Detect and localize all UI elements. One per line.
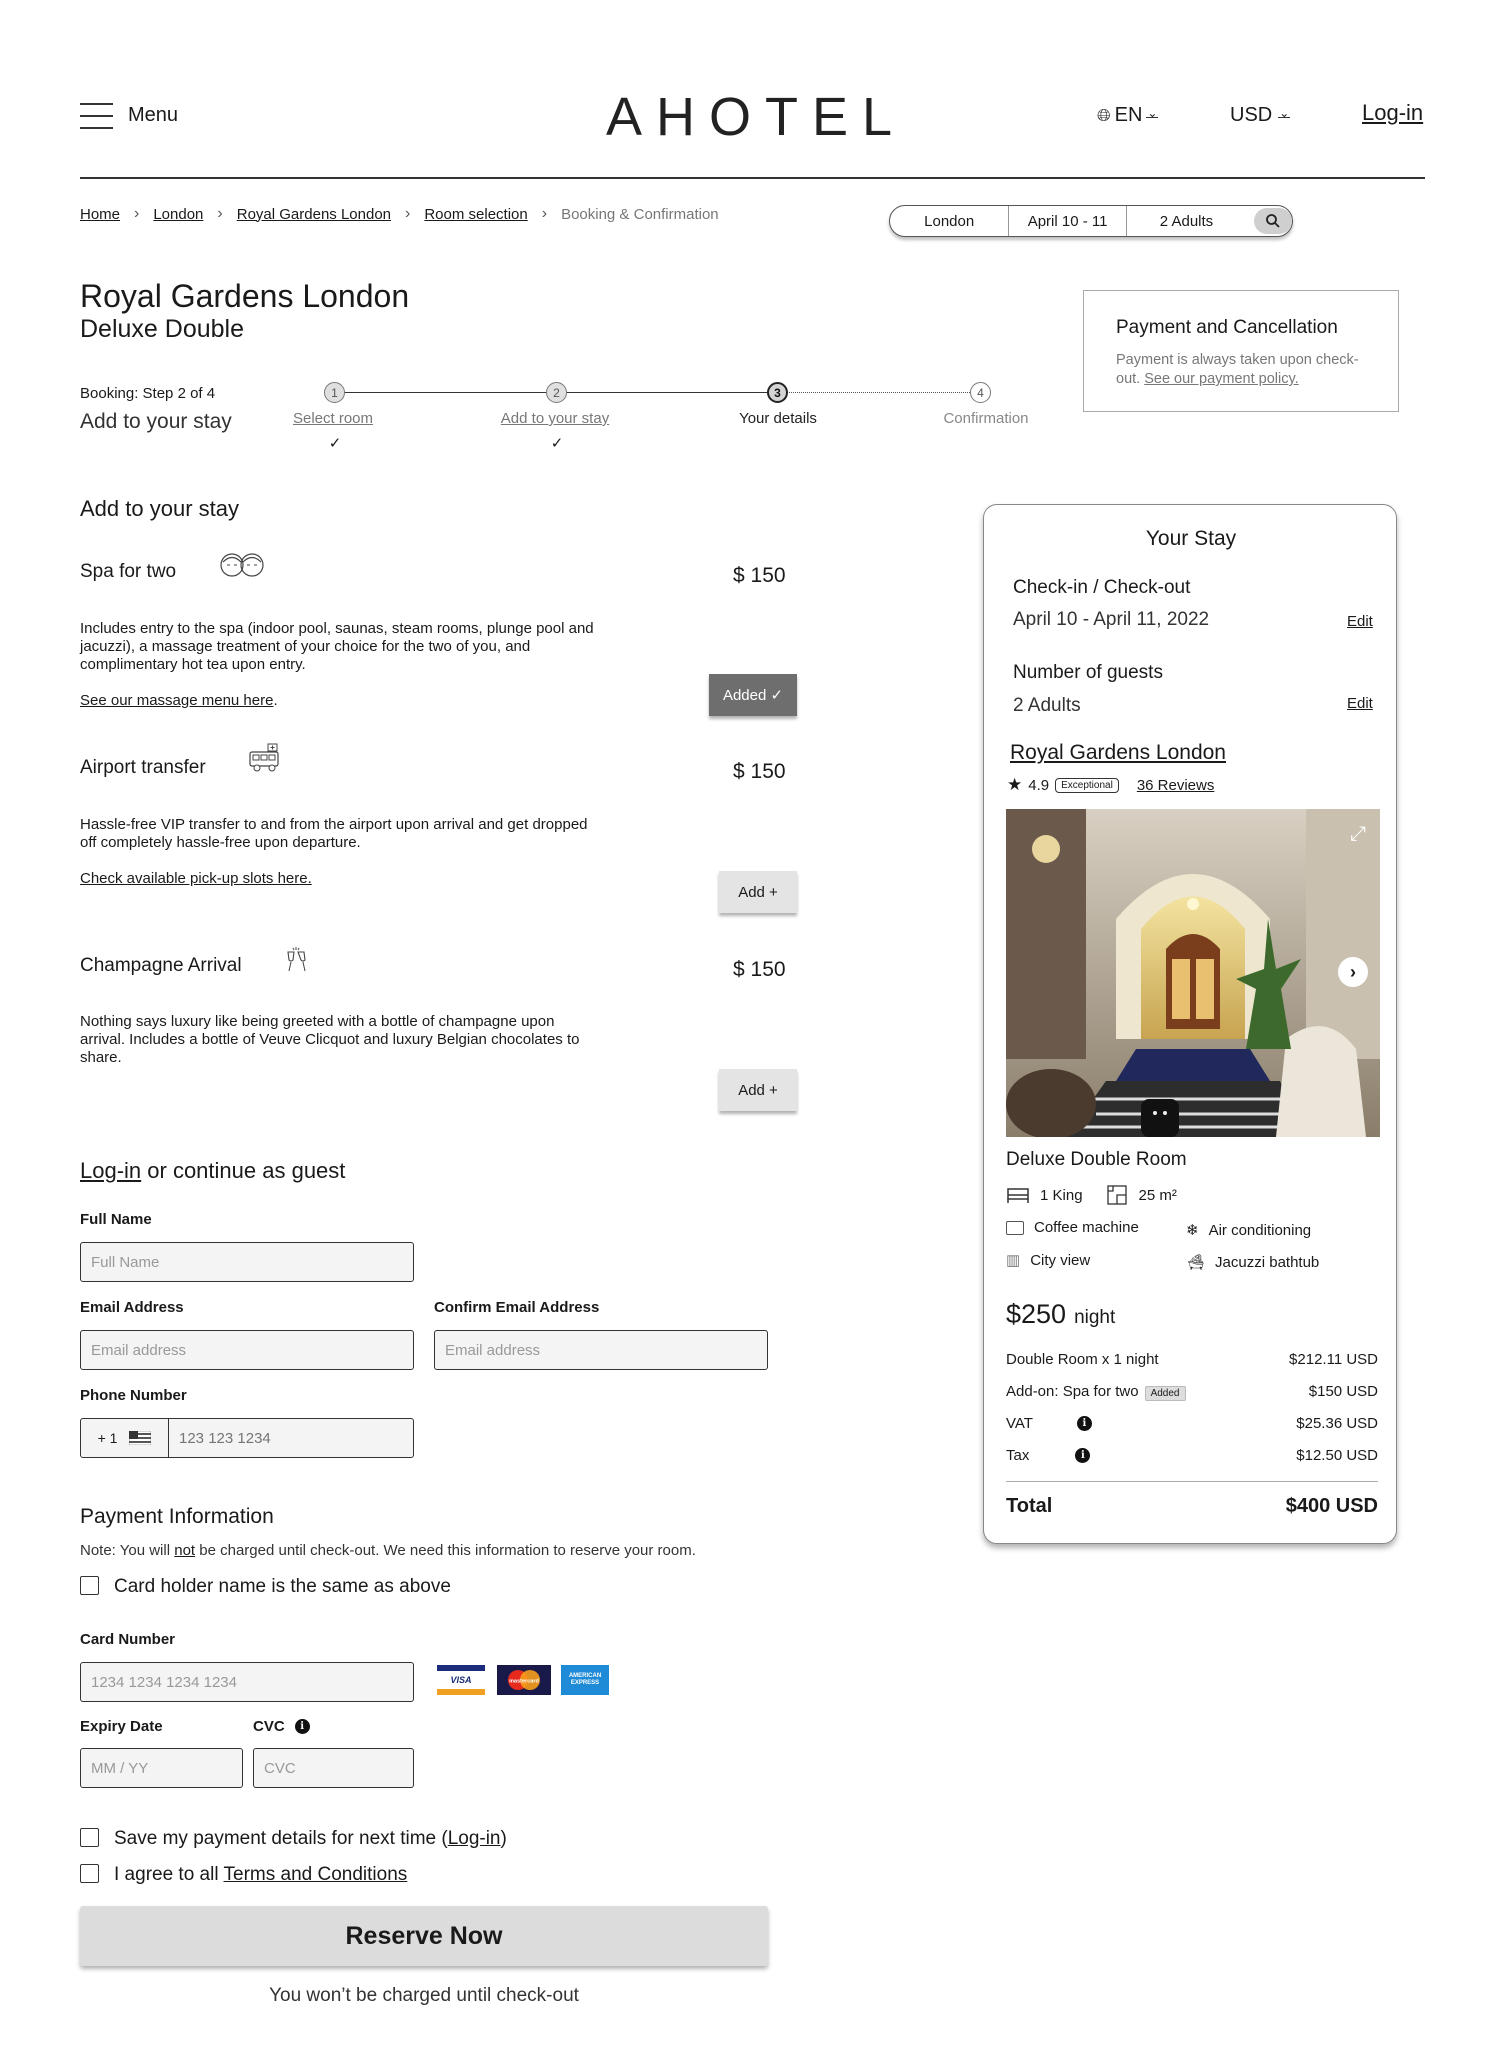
breadcrumb [80, 205, 719, 223]
check-icon: ✓ [328, 435, 342, 452]
checkin-label: Check-in / Check-out [1013, 577, 1191, 598]
rating-row [1007, 775, 1214, 795]
info-icon[interactable]: i [1075, 1448, 1090, 1463]
price-line: VAT i $25.36 USD [1006, 1415, 1378, 1432]
search-dates[interactable]: April 10 - 11 [1009, 206, 1126, 236]
edit-guests-link[interactable]: Edit [1347, 695, 1373, 712]
visa-logo: VISA [437, 1665, 485, 1695]
country-code: + 1 [97, 1430, 118, 1446]
header-divider [80, 177, 1425, 179]
mastercard-logo [497, 1665, 551, 1695]
step-4-dot: 4 [970, 382, 991, 403]
breadcrumb-home[interactable]: Home [80, 205, 121, 223]
addon-price: $ 150 [733, 760, 786, 783]
phone-label: Phone Number [80, 1387, 187, 1404]
breadcrumb-current: Booking & Confirmation [561, 205, 719, 223]
addon-add-button[interactable]: Add + [719, 1069, 797, 1111]
svg-text:mastercard: mastercard [509, 1678, 539, 1685]
edit-dates-link[interactable]: Edit [1347, 613, 1373, 630]
terms-link[interactable]: Terms and Conditions [223, 1864, 408, 1885]
snowflake-icon: ❄ [1186, 1222, 1199, 1239]
addon-name: Champagne Arrival [80, 955, 242, 976]
addon-added-button[interactable]: Added ✓ [709, 674, 797, 716]
stay-title: Your Stay [1145, 527, 1237, 550]
booking-step-label: Booking: Step 2 of 4 [80, 385, 216, 402]
chevron-down-icon: ⌄ [1279, 106, 1290, 120]
full-name-input[interactable] [80, 1242, 414, 1282]
payment-cancellation-title: Payment and Cancellation [1116, 317, 1338, 338]
chevron-right-icon: › [217, 205, 223, 222]
addon-add-button[interactable]: Add + [719, 871, 797, 913]
check-icon: ✓ [770, 687, 784, 704]
currency-selector[interactable] [1230, 104, 1290, 127]
size-value: 25 m² [1138, 1186, 1177, 1204]
your-stay-panel [983, 504, 1397, 1544]
card-number-input[interactable] [80, 1662, 414, 1702]
van-icon [248, 742, 282, 774]
hotel-title: Royal Gardens London [80, 278, 410, 314]
phone-field [80, 1418, 414, 1458]
step-3-label: Your details [739, 410, 817, 427]
stay-hotel-link[interactable]: Royal Gardens London [1010, 741, 1226, 764]
terms-label: I agree to all Terms and Conditions [114, 1864, 408, 1885]
terms-checkbox[interactable] [80, 1864, 99, 1883]
save-details-label: Save my payment details for next time (Log-in) [114, 1828, 507, 1849]
reserve-now-button[interactable]: Reserve Now [80, 1906, 768, 1966]
room-subtitle: Deluxe Double [80, 315, 244, 343]
save-details-checkbox[interactable] [80, 1828, 99, 1847]
confirm-email-label: Confirm Email Address [434, 1299, 600, 1316]
step-1-dot: 1 [324, 382, 345, 403]
step-3-dot: 3 [767, 382, 788, 403]
guests-label: Number of guests [1013, 662, 1163, 683]
price-line: Tax i $12.50 USD [1006, 1447, 1378, 1464]
rating-badge: Exceptional [1055, 778, 1119, 793]
bathtub-icon: 🛁︎ [1186, 1254, 1206, 1271]
search-icon [1265, 213, 1281, 229]
bed-icon [1006, 1186, 1030, 1204]
language-value: EN [1114, 104, 1143, 126]
addon-name: Airport transfer [80, 757, 206, 778]
price-line: Add-on: Spa for two Added $150 USD [1006, 1383, 1378, 1400]
breadcrumb-hotel[interactable]: Royal Gardens London [236, 205, 392, 223]
floor-plan-icon [1105, 1183, 1129, 1207]
price-value: $250 [1006, 1299, 1067, 1329]
confirm-email-input[interactable] [434, 1330, 768, 1370]
step-2-label[interactable]: Add to your stay [500, 410, 610, 427]
breadcrumb-room-selection[interactable]: Room selection [424, 205, 528, 223]
rating-value: 4.9 [1028, 776, 1050, 794]
price-line: Double Room x 1 night $212.11 USD [1006, 1351, 1378, 1368]
step-2-dot: 2 [546, 382, 567, 403]
step-4-label: Confirmation [943, 410, 1029, 427]
hotel-photo[interactable] [1006, 809, 1380, 1137]
next-photo-button[interactable] [1338, 957, 1368, 987]
cvc-label: CVC i [253, 1718, 310, 1735]
reserve-note: You won’t be charged until check-out [269, 1985, 579, 2006]
star-icon: ★ [1007, 775, 1023, 794]
addon-name: Spa for two [80, 561, 177, 582]
massage-menu-link[interactable]: See our massage menu here [80, 692, 274, 709]
phone-input[interactable] [169, 1419, 413, 1457]
logo[interactable]: AHOTEL [605, 87, 907, 147]
payment-cancellation-box [1083, 290, 1399, 412]
addon-description: Nothing says luxury like being greeted with a bottle of champagne upon arrival. Includes a bottle of Veuve Clicquot and luxury Belgian chocolates to share. [80, 1013, 580, 1066]
chevron-right-icon: › [405, 205, 411, 222]
nightly-price [1006, 1299, 1115, 1330]
info-icon[interactable]: i [295, 1719, 310, 1734]
amex-logo: AMERICAN EXPRESS [561, 1665, 609, 1695]
spa-faces-icon [218, 550, 266, 580]
city-icon: ▥ [1006, 1252, 1021, 1269]
pickup-slots-link[interactable]: Check available pick-up slots here. [80, 870, 312, 887]
card-number-label: Card Number [80, 1631, 176, 1648]
language-selector[interactable] [1097, 104, 1158, 127]
room-name: Deluxe Double Room [1006, 1149, 1187, 1170]
expiry-label: Expiry Date [80, 1718, 163, 1735]
header-login-link[interactable]: Log-in [1362, 100, 1424, 125]
email-input[interactable] [80, 1330, 414, 1370]
country-code-selector[interactable] [81, 1419, 169, 1457]
added-badge: Added [1145, 1386, 1186, 1401]
amenity-jacuzzi: 🛁︎ Jacuzzi bathtub [1186, 1253, 1320, 1271]
addons-heading: Add to your stay [80, 496, 239, 521]
cvc-input[interactable] [253, 1748, 414, 1788]
total-row: Total $400 USD [1006, 1495, 1378, 1517]
addon-link: See our massage menu here. [80, 692, 278, 709]
amenity-coffee: Coffee machine [1006, 1219, 1139, 1236]
check-icon: ✓ [550, 435, 564, 452]
addon-price: $ 150 [733, 958, 786, 981]
search-location[interactable]: London [890, 206, 1009, 236]
addon-price: $ 150 [733, 564, 786, 587]
search-bar[interactable] [889, 205, 1293, 237]
chevron-right-icon: › [134, 205, 140, 222]
addon-description: Includes entry to the spa (indoor pool, saunas, steam rooms, plunge pool and jacuzzi), a massage treatment of your choice for the two of you, and complimentary hot tea upon entry. [80, 620, 594, 673]
menu-label[interactable]: Menu [128, 104, 179, 126]
payment-policy-link[interactable]: See our payment policy. [1144, 371, 1299, 387]
coffee-machine-icon [1006, 1221, 1024, 1235]
amenity-ac: ❄ Air conditioning [1186, 1221, 1312, 1239]
info-icon[interactable]: i [1077, 1416, 1092, 1431]
guest-login-link[interactable]: Log-in [80, 1158, 142, 1183]
bed-value: 1 King [1040, 1186, 1083, 1204]
save-login-link[interactable]: Log-in [447, 1828, 501, 1849]
chevron-down-icon: ⌄ [1147, 106, 1158, 120]
guests-value: 2 Adults [1013, 695, 1081, 716]
payment-cancellation-text: Payment is always taken upon check-out. See our payment policy. [1116, 352, 1359, 387]
expiry-input[interactable] [80, 1748, 243, 1788]
checkin-value: April 10 - April 11, 2022 [1013, 609, 1210, 630]
email-label: Email Address [80, 1299, 184, 1316]
expand-icon[interactable]: ⤢ [1350, 823, 1366, 845]
breadcrumb-london[interactable]: London [153, 205, 204, 223]
payment-heading: Payment Information [80, 1505, 274, 1528]
total-divider [1006, 1481, 1378, 1482]
champagne-icon [284, 946, 310, 974]
guest-heading: Log-in or continue as guest [80, 1158, 346, 1183]
reviews-link[interactable]: 36 Reviews [1136, 776, 1215, 794]
us-flag-icon [129, 1431, 151, 1445]
addon-description: Hassle-free VIP transfer to and from the airport upon arrival and get dropped off completely hassle-free upon departure. [80, 816, 588, 851]
same-name-label: Card holder name is the same as above [114, 1576, 451, 1597]
price-unit: night [1074, 1307, 1116, 1328]
chevron-right-icon: › [541, 205, 548, 222]
currency-value: USD [1230, 104, 1273, 126]
room-specs [1006, 1183, 1177, 1207]
search-guests[interactable]: 2 Adults [1159, 212, 1214, 230]
chevron-right-icon: › [1350, 961, 1356, 982]
stepper-line-pending [782, 392, 982, 393]
amenity-city-view: ▥ City view [1006, 1251, 1091, 1269]
globe-icon: 🌐︎ [1097, 105, 1111, 125]
booking-stepper [280, 380, 1040, 460]
search-button[interactable] [1254, 208, 1292, 234]
same-name-checkbox[interactable] [80, 1576, 99, 1595]
payment-note: Note: You will not be charged until check-out. We need this information to reserve your room. [80, 1542, 696, 1559]
booking-step-subtitle: Add to your stay [80, 410, 232, 433]
full-name-label: Full Name [80, 1211, 152, 1228]
step-1-label[interactable]: Select room [292, 410, 374, 427]
